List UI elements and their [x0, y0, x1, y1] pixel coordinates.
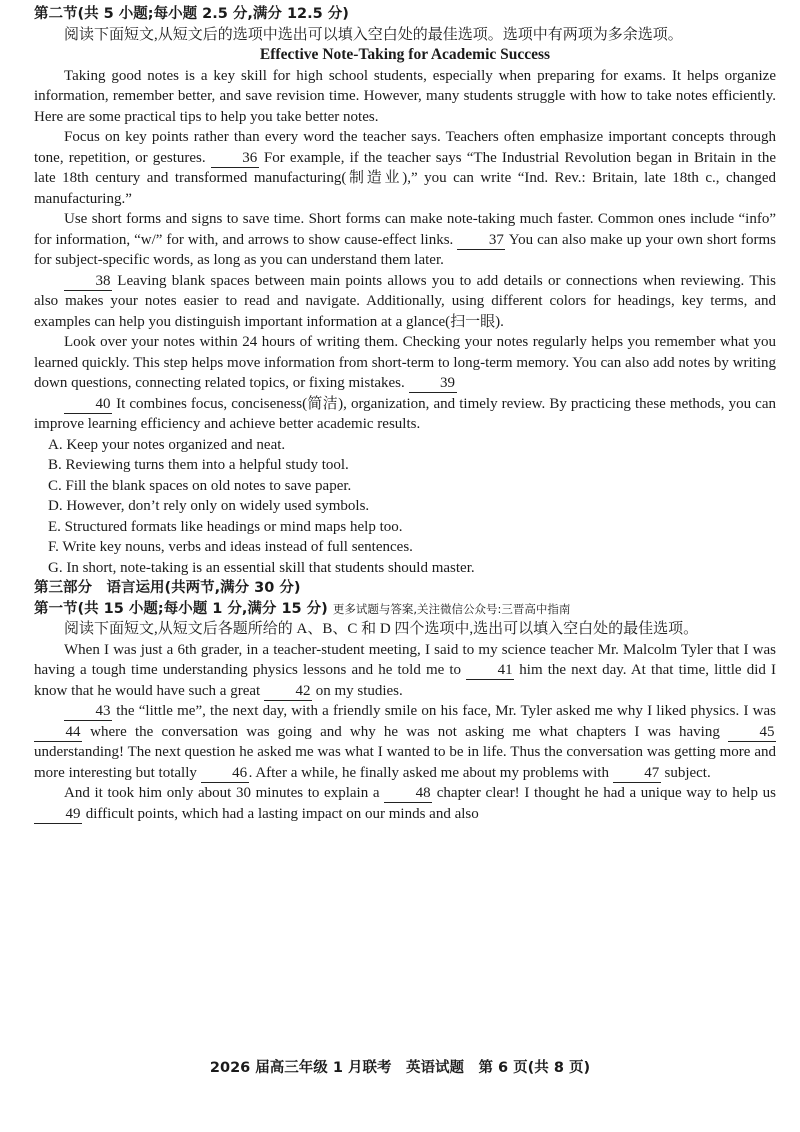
blank-44: 44 [34, 723, 82, 742]
paragraph-text: him the next day. At that time, little did I know that he would have such a great [34, 662, 776, 699]
cloze-paragraph-1 [34, 640, 776, 702]
option-d: D. However, don’t rely only on widely used symbols. [48, 498, 370, 514]
paragraph-text: Use short forms and signs to save time. Short forms can make note-taking much faster. Common ones include “info” for information, “w/” for with, and arrows to show cause-effect links. [34, 211, 776, 248]
blank-41: 41 [466, 661, 514, 680]
paragraph-text: the “little me”, the next day, with a friendly smile on his face, Mr. Tyler asked me why I liked physics. I was [112, 703, 776, 719]
paragraph-text: It combines focus, conciseness(简洁), organization, and timely review. By practicing these methods, you can improve learning efficiency and achieve better academic results. [34, 395, 776, 432]
promo-note: 更多试题与答案,关注微信公众号:三晋高中指南 [332, 601, 571, 616]
blank-40: 40 [64, 395, 112, 414]
page-footer: 2026 届高三年级 1 月联考 英语试题 第 6 页(共 8 页) [209, 1060, 591, 1076]
option-f: F. Write key nouns, verbs and ideas instead of full sentences. [48, 539, 413, 555]
blank-48: 48 [384, 784, 432, 803]
option-b: B. Reviewing turns them into a helpful study tool. [48, 457, 349, 473]
section2-heading: 第二节(共 5 小题;每小题 2.5 分,满分 12.5 分) [34, 6, 349, 22]
paragraph-text: Leaving blank spaces between main points allows you to add details or connections when reviewing. This also makes your notes easier to read and navigate. Additionally, using different colors for headings, key terms, and examples can help you distinguish important information at a glance(扫一眼). [34, 272, 776, 330]
blank-38: 38 [64, 272, 112, 291]
paragraph-text: For example, if the teacher says “The Industrial Revolution began in Britain in the late 18th century and transformed manufacturing(制造业),” you can write “Ind. Rev.: Britain, late 18th c., changed manufacturing.” [34, 149, 776, 207]
paragraph-text: And it took him only about 30 minutes to explain a [64, 785, 385, 801]
paragraph-text: Focus on key points rather than every word the teacher says. Teachers often emphasize important concepts through tone, repetition, or gestures. [34, 129, 776, 166]
blank-45: 45 [728, 723, 776, 742]
paragraph-text: You can also make up your own short forms for subject-specific words, as long as you can understand them later. [34, 231, 776, 268]
cloze-paragraph-2 [34, 701, 776, 783]
passage-paragraph-3 [34, 209, 776, 271]
part3-instruction: 阅读下面短文,从短文后各题所给的 A、B、C 和 D 四个选项中,选出可以填入空白处的最佳选项。 [64, 621, 699, 637]
option-c: C. Fill the blank spaces on old notes to save paper. [48, 477, 352, 494]
cloze-paragraph-3 [34, 783, 776, 824]
passage-paragraph-4 [34, 271, 776, 333]
blank-36: 36 [211, 149, 259, 168]
paragraph-text: Look over your notes within 24 hours of writing them. Checking your notes regularly helps you remember what you learned quickly. This step helps move information from short-term to long-term memory. You can also add notes by writing down questions, connecting related topics, or fixing mistakes. [34, 334, 776, 391]
paragraph-text: subject. [660, 764, 711, 781]
blank-46: 46 [201, 764, 249, 783]
part3-sub-heading [34, 599, 776, 620]
blank-39: 39 [409, 374, 457, 393]
paragraph-text: difficult points, which had a lasting impact on our minds and also [82, 805, 479, 822]
section2-instruction: 阅读下面短文,从短文后的选项中选出可以填入空白处的最佳选项。选项中有两项为多余选项。 [64, 26, 683, 43]
passage-paragraph-6 [34, 394, 776, 435]
paragraph-text: . After a while, he finally asked me about my problems with [248, 764, 613, 781]
blank-42: 42 [264, 682, 312, 701]
paragraph-text: where the conversation was going and why he was not asking me what chapters I was having [82, 723, 728, 740]
sub-heading-text: 第一节(共 15 小题;每小题 1 分,满分 15 分) [34, 600, 328, 617]
blank-37: 37 [457, 231, 505, 250]
option-a: A. Keep your notes organized and neat. [48, 436, 286, 453]
blank-43: 43 [64, 702, 112, 721]
option-g: G. In short, note-taking is an essential skill that students should master. [48, 559, 475, 576]
paragraph-text: understanding! The next question he asked me was what I wanted to be in life. Thus the conversation was getting more and more interesting but totally [34, 744, 776, 781]
blank-47: 47 [613, 764, 661, 783]
part3-heading: 第三部分 语言运用(共两节,满分 30 分) [34, 580, 301, 596]
paragraph-text: on my studies. [311, 682, 403, 699]
paragraph-text: When I was just a 6th grader, in a teacher-student meeting, I said to my science teacher Mr. Malcolm Tyler that I was having a tough time understanding physics lessons and he told me to [34, 641, 776, 678]
passage-paragraph-1: Taking good notes is a key skill for high school students, especially when preparing for exams. It helps organize information, remember better, and save revision time. However, many students struggle with how to take notes efficiently. Here are some practical tips to help you take better notes. [34, 67, 776, 125]
option-e: E. Structured formats like headings or mind maps help too. [48, 518, 403, 535]
paragraph-text: chapter clear! I thought he had a unique way to help us [432, 785, 776, 801]
blank-49: 49 [34, 805, 82, 824]
passage-paragraph-5 [34, 332, 776, 394]
passage-paragraph-2 [34, 127, 776, 209]
passage-title: Effective Note-Taking for Academic Success [259, 46, 551, 63]
